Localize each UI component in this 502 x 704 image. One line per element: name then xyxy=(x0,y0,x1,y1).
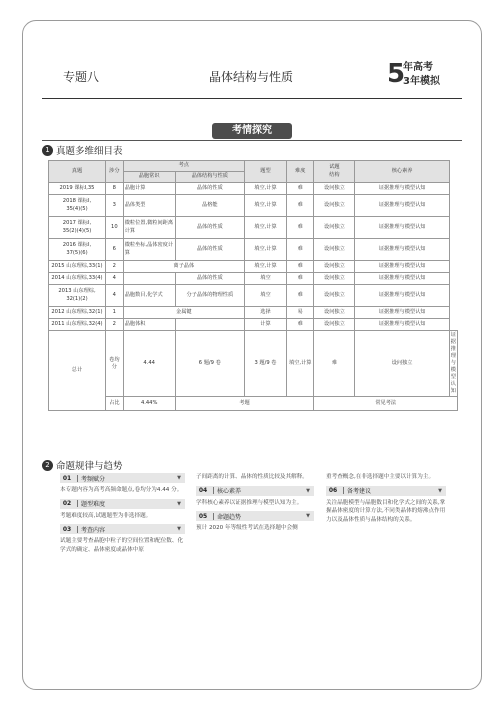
table-cell: 难 xyxy=(287,273,314,285)
chevron-down-icon: ▼ xyxy=(306,513,310,520)
table-row xyxy=(49,307,458,319)
topic-label: 专题八 xyxy=(63,70,100,84)
table-cell: 填空,计算 xyxy=(244,239,286,261)
card-number: 02 xyxy=(62,500,72,508)
table-cell: 设问独立 xyxy=(314,273,355,285)
column-1 xyxy=(60,473,185,559)
section-banner: 考情探究 xyxy=(212,123,292,139)
card-number: 01 xyxy=(62,474,72,482)
table-row xyxy=(49,319,458,331)
table-cell xyxy=(123,273,175,285)
table-cell: 填空,计算 xyxy=(244,261,286,273)
table-cell: 2012 山东理综,32(1) xyxy=(49,307,106,319)
card-body: 子间距离的计算、晶体的性质比较及其解释。 xyxy=(196,474,308,480)
table-cell: 晶胞体积 xyxy=(123,319,175,331)
table-cell: 设问独立 xyxy=(314,261,355,273)
table-cell: 填空,计算 xyxy=(244,195,286,217)
table-cell: 6 xyxy=(105,239,123,261)
header-difficulty: 难度 xyxy=(287,161,314,183)
table-cell: 证据推理与模型认知 xyxy=(355,183,449,195)
card-header xyxy=(196,511,314,521)
table-cell: 2017 课标Ⅰ, 35(2)(4)(5) xyxy=(49,217,106,239)
card-title: 命题趋势 xyxy=(217,513,242,521)
card-title: 核心素养 xyxy=(217,488,242,496)
table-cell: 4 xyxy=(105,273,123,285)
header-rule xyxy=(42,98,462,99)
card-header xyxy=(60,499,185,509)
section-heading-2 xyxy=(42,458,123,472)
table-cell: 金属键 xyxy=(123,307,244,319)
detail-table xyxy=(48,160,458,411)
table-cell: 1 xyxy=(105,307,123,319)
card-body: 本专题内容为高考高频命题点,卷均分为4.44 分。 xyxy=(60,487,183,493)
divider xyxy=(77,500,78,507)
table-cell: 2019 课标Ⅰ,35 xyxy=(49,183,106,195)
table-cell: 难 xyxy=(287,217,314,239)
header-score: 涉分 xyxy=(105,161,123,183)
table-cell: 难 xyxy=(314,331,355,397)
table-row xyxy=(49,285,458,307)
table-cell: 2011 山东理综,32(4) xyxy=(49,319,106,331)
table-cell: 设问独立 xyxy=(314,239,355,261)
table-cell: 证据推理与模型认知 xyxy=(355,195,449,217)
table-cell: 难 xyxy=(287,183,314,195)
table-cell: 8 xyxy=(105,183,123,195)
card-body: 预计 2020 年等级性考试在选择题中会侧 xyxy=(196,525,298,532)
table-cell: 计算 xyxy=(244,319,286,331)
table-cell: 晶体的性质 xyxy=(175,273,244,285)
header-type: 题型 xyxy=(244,161,286,183)
table-cell: 4.44% xyxy=(123,397,175,411)
svg-text:5: 5 xyxy=(387,59,406,89)
table-cell: 4.44 xyxy=(123,331,175,397)
header-structure: 试题 结构 xyxy=(314,161,355,183)
table-cell: 晶格能 xyxy=(175,195,244,217)
card-title: 题型难度 xyxy=(81,501,106,509)
chevron-down-icon: ▼ xyxy=(306,487,310,494)
header-sub-structure: 晶体结构与性质 xyxy=(175,172,244,183)
svg-text:年高考: 年高考 xyxy=(403,62,433,73)
table-cell: 设问独立 xyxy=(314,307,355,319)
table-row-average xyxy=(49,331,458,397)
banner-line xyxy=(42,140,462,141)
table-row xyxy=(49,239,458,261)
card-body: 学科核心素养以证据推理与模型认知为主。 xyxy=(196,499,303,506)
table-cell: 晶胞计算 xyxy=(123,183,175,195)
section-heading-1 xyxy=(42,143,123,157)
table-cell: 2013 山东理综, 32(1)(2) xyxy=(49,285,106,307)
table-cell xyxy=(175,319,244,331)
table-cell: 2 xyxy=(105,319,123,331)
table-cell: 填空,计算 xyxy=(244,217,286,239)
card-number: 06 xyxy=(328,487,338,495)
table-cell: 难 xyxy=(287,261,314,273)
table-cell: 设问独立 xyxy=(314,217,355,239)
section-number-2: 2 xyxy=(42,460,53,471)
table-cell: 设问独立 xyxy=(314,183,355,195)
table-cell: 证据推理与模型认知 xyxy=(355,239,449,261)
table-cell: 2016 课标Ⅰ, 37(5)(6) xyxy=(49,239,106,261)
table-cell: 2015 山东理综,33(1) xyxy=(49,261,106,273)
table-cell: 3 xyxy=(105,195,123,217)
divider xyxy=(213,513,214,520)
chevron-down-icon: ▼ xyxy=(177,526,181,533)
table-cell: 离子晶体 xyxy=(123,261,244,273)
card-header xyxy=(60,473,185,483)
section-title-2: 命题规律与趋势 xyxy=(56,461,123,472)
table-cell: 难 xyxy=(287,239,314,261)
table-cell: 难 xyxy=(287,195,314,217)
brand-logo xyxy=(385,56,461,90)
table-cell: 总计 xyxy=(49,331,106,411)
table-cell: 微粒位置,微粒间距离计算 xyxy=(123,217,175,239)
table-cell: 填空,计算 xyxy=(244,183,286,195)
table-cell: 考题 xyxy=(175,397,314,411)
table-cell: 证据推理与模型认知 xyxy=(449,331,457,397)
card-title: 考查内容 xyxy=(81,526,106,534)
svg-text:3年模拟: 3年模拟 xyxy=(403,76,440,87)
table-row xyxy=(49,261,458,273)
card-number: 05 xyxy=(198,512,208,520)
section-number-1: 1 xyxy=(42,145,53,156)
table-row xyxy=(49,195,458,217)
divider xyxy=(343,487,344,494)
card-header xyxy=(196,486,314,496)
card-title: 考频赋分 xyxy=(81,475,106,483)
table-cell: 填空 xyxy=(244,273,286,285)
table-cell: 晶体的性质 xyxy=(175,239,244,261)
card-body: 考题难度较高,试题题型为非选择题。 xyxy=(60,512,152,519)
table-cell: 晶体类型 xyxy=(123,195,175,217)
table-cell: 设问独立 xyxy=(314,285,355,307)
header-sub-cell: 晶胞常识 xyxy=(123,172,175,183)
table-cell: 难 xyxy=(287,319,314,331)
divider xyxy=(77,526,78,533)
table-cell: 4 xyxy=(105,285,123,307)
table-cell: 3 题/9 卷 xyxy=(244,331,286,397)
table-row xyxy=(49,273,458,285)
card-body: 关注晶胞模型与晶胞数目和化学式之间的关系,掌握晶体密度的计算方法,不同类晶体的熔沸点作用力以及晶体性质与晶体结构的关系。 xyxy=(326,499,446,523)
table-cell: 2 xyxy=(105,261,123,273)
card-header xyxy=(60,524,185,534)
table-cell: 设问独立 xyxy=(314,319,355,331)
table-cell: 填空,计算 xyxy=(287,331,314,397)
header-kaodian: 考点 xyxy=(123,161,244,172)
card-body: 试题主要考查晶胞中粒子的空间位置和配位数、化学式的确定、晶体密度或晶体中原 xyxy=(60,538,184,553)
header-core: 核心素养 xyxy=(355,161,449,183)
table-cell: 晶胞数目,化学式 xyxy=(123,285,175,307)
table-cell: 2018 课标Ⅰ, 35(4)(5) xyxy=(49,195,106,217)
divider xyxy=(77,475,78,482)
card-number: 03 xyxy=(62,525,72,533)
table-cell: 设问独立 xyxy=(355,331,449,397)
table-row-ratio xyxy=(49,397,458,411)
table-cell: 选择 xyxy=(244,307,286,319)
table-cell: 填空 xyxy=(244,285,286,307)
divider xyxy=(213,487,214,494)
table-cell: 分子晶体的物理性质 xyxy=(175,285,244,307)
table-cell: 10 xyxy=(105,217,123,239)
table-row xyxy=(49,217,458,239)
card-body: 重考查概念,在非选择题中主要以计算为主。 xyxy=(326,474,435,480)
table-cell: 占比 xyxy=(105,397,123,411)
column-3 xyxy=(326,473,446,529)
table-row xyxy=(49,183,458,195)
table-cell: 6 题/9 卷 xyxy=(175,331,244,397)
table-cell: 2014 山东理综,33(4) xyxy=(49,273,106,285)
table-cell: 证据推理与模型认知 xyxy=(355,261,449,273)
card-title: 备考建议 xyxy=(347,488,372,496)
card-header xyxy=(326,486,446,496)
card-number: 04 xyxy=(198,487,208,495)
table-cell: 常见考法 xyxy=(314,397,458,411)
table-cell: 证据推理与模型认知 xyxy=(355,273,449,285)
table-cell: 微粒坐标,晶体密度计算 xyxy=(123,239,175,261)
table-cell: 证据推理与模型认知 xyxy=(355,217,449,239)
table-cell: 卷均分 xyxy=(105,331,123,397)
chevron-down-icon: ▼ xyxy=(438,487,442,494)
column-2 xyxy=(196,473,314,537)
table-cell: 设问独立 xyxy=(314,195,355,217)
chevron-down-icon: ▼ xyxy=(177,500,181,507)
table-cell: 晶体的性质 xyxy=(175,217,244,239)
table-cell: 易 xyxy=(287,307,314,319)
page-title: 晶体结构与性质 xyxy=(208,70,293,84)
table-cell: 证据推理与模型认知 xyxy=(355,319,449,331)
table-cell: 证据推理与模型认知 xyxy=(355,307,449,319)
header-zhenti: 真题 xyxy=(49,161,106,183)
section-title-1: 真题多维细目表 xyxy=(56,146,123,157)
table-cell: 晶体的性质 xyxy=(175,183,244,195)
chevron-down-icon: ▼ xyxy=(177,475,181,481)
table-cell: 证据推理与模型认知 xyxy=(355,285,449,307)
table-cell: 难 xyxy=(287,285,314,307)
